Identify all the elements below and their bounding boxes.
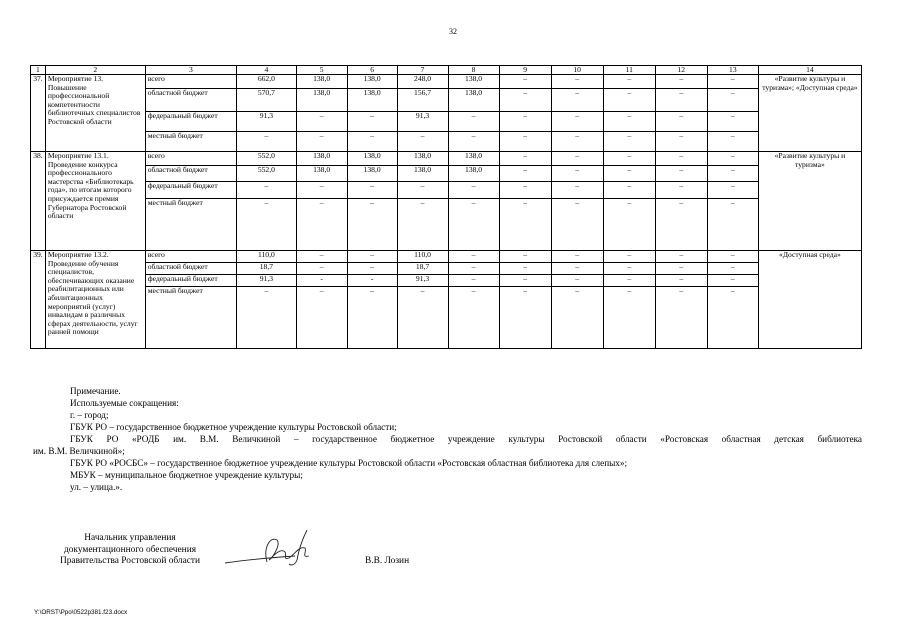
header-cell: 5 bbox=[296, 66, 347, 75]
funding-source: областной бюджет bbox=[145, 166, 236, 182]
value-cell: – bbox=[347, 112, 397, 132]
value-cell: 138,0 bbox=[448, 152, 499, 166]
value-cell: – bbox=[707, 275, 758, 287]
value-cell: 138,0 bbox=[296, 89, 347, 112]
value-cell: 138,0 bbox=[347, 166, 397, 182]
signatory-name: В.В. Лозин bbox=[365, 556, 410, 566]
position-line: Правительства Ростовской области bbox=[59, 556, 201, 566]
header-cell: 6 bbox=[347, 66, 397, 75]
value-cell: – bbox=[448, 287, 499, 349]
value-cell: 138,0 bbox=[296, 152, 347, 166]
value-cell: – bbox=[603, 275, 655, 287]
value-cell: – bbox=[707, 132, 758, 152]
value-cell: – bbox=[551, 112, 603, 132]
value-cell: – bbox=[655, 199, 707, 251]
value-cell: – bbox=[347, 182, 397, 199]
measure-name: Мероприятие 13. Повышение профессиональной компетентности библиотечных специалистов Ростовской области bbox=[45, 75, 145, 152]
funding-source: всего bbox=[145, 152, 236, 166]
notes-block bbox=[33, 385, 870, 493]
value-cell: – bbox=[655, 251, 707, 263]
value-cell: – bbox=[499, 275, 551, 287]
header-cell: 12 bbox=[655, 66, 707, 75]
value-cell: – bbox=[347, 287, 397, 349]
value-cell: 18,7 bbox=[237, 263, 297, 275]
position-line: документационного обеспечения bbox=[63, 544, 197, 555]
header-cell: 13 bbox=[707, 66, 758, 75]
header-cell: 8 bbox=[448, 66, 499, 75]
value-cell: – bbox=[296, 251, 347, 263]
value-cell: – bbox=[603, 287, 655, 349]
value-cell: – bbox=[296, 287, 347, 349]
value-cell: – bbox=[551, 275, 603, 287]
value-cell: – bbox=[655, 75, 707, 89]
funding-source: федеральный бюджет bbox=[145, 275, 236, 287]
value-cell: – bbox=[499, 287, 551, 349]
value-cell: – bbox=[551, 152, 603, 166]
table-row bbox=[31, 275, 862, 287]
value-cell: – bbox=[499, 166, 551, 182]
value-cell: – bbox=[551, 132, 603, 152]
value-cell: – bbox=[296, 263, 347, 275]
value-cell: – bbox=[707, 112, 758, 132]
value-cell: 138,0 bbox=[448, 75, 499, 89]
header-cell: 14 bbox=[758, 66, 861, 75]
value-cell: 138,0 bbox=[448, 89, 499, 112]
value-cell: – bbox=[397, 132, 448, 152]
value-cell: – bbox=[551, 251, 603, 263]
value-cell: – bbox=[397, 199, 448, 251]
row-number: 39. bbox=[31, 251, 46, 349]
value-cell: – bbox=[603, 132, 655, 152]
value-cell: 662,0 bbox=[237, 75, 297, 89]
funding-source: всего bbox=[145, 75, 236, 89]
value-cell: 110,0 bbox=[397, 251, 448, 263]
value-cell: – bbox=[296, 132, 347, 152]
value-cell: – bbox=[707, 263, 758, 275]
row-number: 37. bbox=[31, 75, 46, 152]
value-cell: – bbox=[347, 199, 397, 251]
value-cell: – bbox=[448, 251, 499, 263]
funding-source: федеральный бюджет bbox=[145, 182, 236, 199]
table-row bbox=[31, 182, 862, 199]
value-cell: – bbox=[707, 251, 758, 263]
table-row bbox=[31, 287, 862, 349]
funding-source: местный бюджет bbox=[145, 199, 236, 251]
notes-line: им. В.М. Величкиной»; bbox=[33, 446, 125, 456]
value-cell: – bbox=[603, 199, 655, 251]
value-cell: – bbox=[707, 287, 758, 349]
measure-name: Мероприятие 13.2. Проведение обучения специалистов, обеспечивающих оказание реабилитационных или абилитационных мероприятий (услуг) инвалидам в различных сферах деятельности, услуг ранней помощи bbox=[45, 251, 145, 349]
value-cell: – bbox=[603, 152, 655, 166]
value-cell: 138,0 bbox=[448, 166, 499, 182]
value-cell: – bbox=[655, 275, 707, 287]
value-cell: – bbox=[499, 199, 551, 251]
funding-table bbox=[30, 65, 862, 349]
notes-line: ГБУК РО – государственное бюджетное учреждение культуры Ростовской области; bbox=[70, 422, 397, 432]
value-cell: 138,0 bbox=[347, 89, 397, 112]
value-cell: – bbox=[499, 75, 551, 89]
value-cell: – bbox=[603, 263, 655, 275]
value-cell: – bbox=[603, 75, 655, 89]
position-line: Начальник управления bbox=[84, 533, 176, 543]
value-cell: – bbox=[347, 132, 397, 152]
handwritten-signature bbox=[215, 518, 325, 573]
notes-abbr-title: Используемые сокращения: bbox=[70, 398, 179, 408]
value-cell: 248,0 bbox=[397, 75, 448, 89]
header-cell: 1 bbox=[31, 66, 46, 75]
funding-source: федеральный бюджет bbox=[145, 112, 236, 132]
value-cell: - bbox=[347, 275, 397, 287]
value-cell: – bbox=[707, 166, 758, 182]
header-cell: 4 bbox=[237, 66, 297, 75]
table-row bbox=[31, 89, 862, 112]
value-cell: 138,0 bbox=[397, 152, 448, 166]
header-cell: 2 bbox=[45, 66, 145, 75]
notes-line: ул. – улица.». bbox=[70, 482, 123, 492]
value-cell: – bbox=[603, 112, 655, 132]
page-number: 32 bbox=[449, 27, 457, 36]
value-cell: – bbox=[448, 182, 499, 199]
value-cell: - bbox=[296, 275, 347, 287]
value-cell: – bbox=[237, 287, 297, 349]
notes-title: Примечание. bbox=[70, 386, 121, 396]
value-cell: – bbox=[603, 251, 655, 263]
value-cell: – bbox=[655, 152, 707, 166]
value-cell: – bbox=[296, 112, 347, 132]
value-cell: 552,0 bbox=[237, 166, 297, 182]
funding-source: всего bbox=[145, 251, 236, 263]
program-name: «Доступная среда» bbox=[758, 251, 861, 349]
value-cell: – bbox=[551, 199, 603, 251]
header-cell: 7 bbox=[397, 66, 448, 75]
value-cell: – bbox=[499, 263, 551, 275]
table-row bbox=[31, 199, 862, 251]
value-cell: – bbox=[296, 182, 347, 199]
value-cell: – bbox=[237, 199, 297, 251]
value-cell: – bbox=[551, 182, 603, 199]
value-cell: – bbox=[551, 263, 603, 275]
notes-line: ГБУК РО «РОДБ им. В.М. Величкиной – государственное бюджетное учреждение культуры Ростовской области «Ростовская областная детская библиотека bbox=[70, 434, 862, 444]
value-cell: 138,0 bbox=[347, 75, 397, 89]
value-cell: – bbox=[499, 132, 551, 152]
value-cell: – bbox=[655, 112, 707, 132]
header-cell: 3 bbox=[145, 66, 236, 75]
table-row bbox=[31, 112, 862, 132]
table-row bbox=[31, 75, 862, 89]
value-cell: – bbox=[551, 89, 603, 112]
value-cell: – bbox=[655, 287, 707, 349]
notes-line: ГБУК РО «РОСБС» – государственное бюджетное учреждение культуры Ростовской области «Ростовская областная библиотека для слепых»; bbox=[70, 458, 628, 468]
value-cell: 156,7 bbox=[397, 89, 448, 112]
program-name: «Развитие культуры и туризма»; «Доступная среда» bbox=[758, 75, 861, 152]
value-cell: – bbox=[397, 182, 448, 199]
value-cell: – bbox=[499, 89, 551, 112]
value-cell: – bbox=[448, 112, 499, 132]
value-cell: – bbox=[237, 132, 297, 152]
header-cell: 11 bbox=[603, 66, 655, 75]
row-number: 38. bbox=[31, 152, 46, 251]
value-cell: – bbox=[347, 251, 397, 263]
value-cell: 18,7 bbox=[397, 263, 448, 275]
value-cell: – bbox=[655, 166, 707, 182]
value-cell: – bbox=[499, 182, 551, 199]
table-row bbox=[31, 152, 862, 166]
value-cell: – bbox=[707, 152, 758, 166]
value-cell: – bbox=[551, 166, 603, 182]
program-name: «Развитие культуры и туризма» bbox=[758, 152, 861, 251]
value-cell: – bbox=[707, 182, 758, 199]
notes-line: МБУК – муниципальное бюджетное учреждение культуры; bbox=[70, 470, 303, 480]
value-cell: – bbox=[707, 199, 758, 251]
value-cell: – bbox=[707, 89, 758, 112]
value-cell: – bbox=[603, 182, 655, 199]
value-cell: 570,7 bbox=[237, 89, 297, 112]
notes-line: г. – город; bbox=[70, 410, 109, 420]
value-cell: 91,3 bbox=[237, 275, 297, 287]
value-cell: – bbox=[237, 182, 297, 199]
value-cell: – bbox=[603, 89, 655, 112]
value-cell: – bbox=[448, 132, 499, 152]
file-path: Y:\ORST\Ppo\0522p381.f23.docx bbox=[34, 609, 128, 616]
value-cell: – bbox=[499, 251, 551, 263]
value-cell: – bbox=[603, 166, 655, 182]
value-cell: – bbox=[655, 132, 707, 152]
value-cell: 138,0 bbox=[296, 166, 347, 182]
measure-name: Мероприятие 13.1. Проведение конкурса профессионального мастерства «Библиотекарь года», по итогам которого присуждается премия Губернатора Ростовской области bbox=[45, 152, 145, 251]
value-cell: – bbox=[499, 112, 551, 132]
value-cell: – bbox=[655, 182, 707, 199]
funding-source: местный бюджет bbox=[145, 132, 236, 152]
value-cell: – bbox=[655, 263, 707, 275]
value-cell: 91,3 bbox=[397, 112, 448, 132]
value-cell: – bbox=[397, 287, 448, 349]
value-cell: 110,0 bbox=[237, 251, 297, 263]
value-cell: 138,0 bbox=[296, 75, 347, 89]
value-cell: – bbox=[499, 152, 551, 166]
funding-source: местный бюджет bbox=[145, 287, 236, 349]
value-cell: 91,3 bbox=[237, 112, 297, 132]
header-cell: 10 bbox=[551, 66, 603, 75]
table-header-row bbox=[31, 66, 862, 75]
value-cell: – bbox=[655, 89, 707, 112]
table-row bbox=[31, 263, 862, 275]
value-cell: – bbox=[707, 75, 758, 89]
value-cell: – bbox=[551, 75, 603, 89]
value-cell: – bbox=[448, 275, 499, 287]
value-cell: – bbox=[551, 287, 603, 349]
table-row bbox=[31, 132, 862, 152]
value-cell: – bbox=[296, 199, 347, 251]
value-cell: 138,0 bbox=[397, 166, 448, 182]
header-cell: 9 bbox=[499, 66, 551, 75]
table-row bbox=[31, 251, 862, 263]
value-cell: 138,0 bbox=[347, 152, 397, 166]
value-cell: 91,3 bbox=[397, 275, 448, 287]
value-cell: – bbox=[347, 263, 397, 275]
signatory-position bbox=[40, 533, 220, 568]
table-row bbox=[31, 166, 862, 182]
value-cell: 552,0 bbox=[237, 152, 297, 166]
funding-source: областной бюджет bbox=[145, 263, 236, 275]
value-cell: – bbox=[448, 199, 499, 251]
funding-source: областной бюджет bbox=[145, 89, 236, 112]
value-cell: – bbox=[448, 263, 499, 275]
